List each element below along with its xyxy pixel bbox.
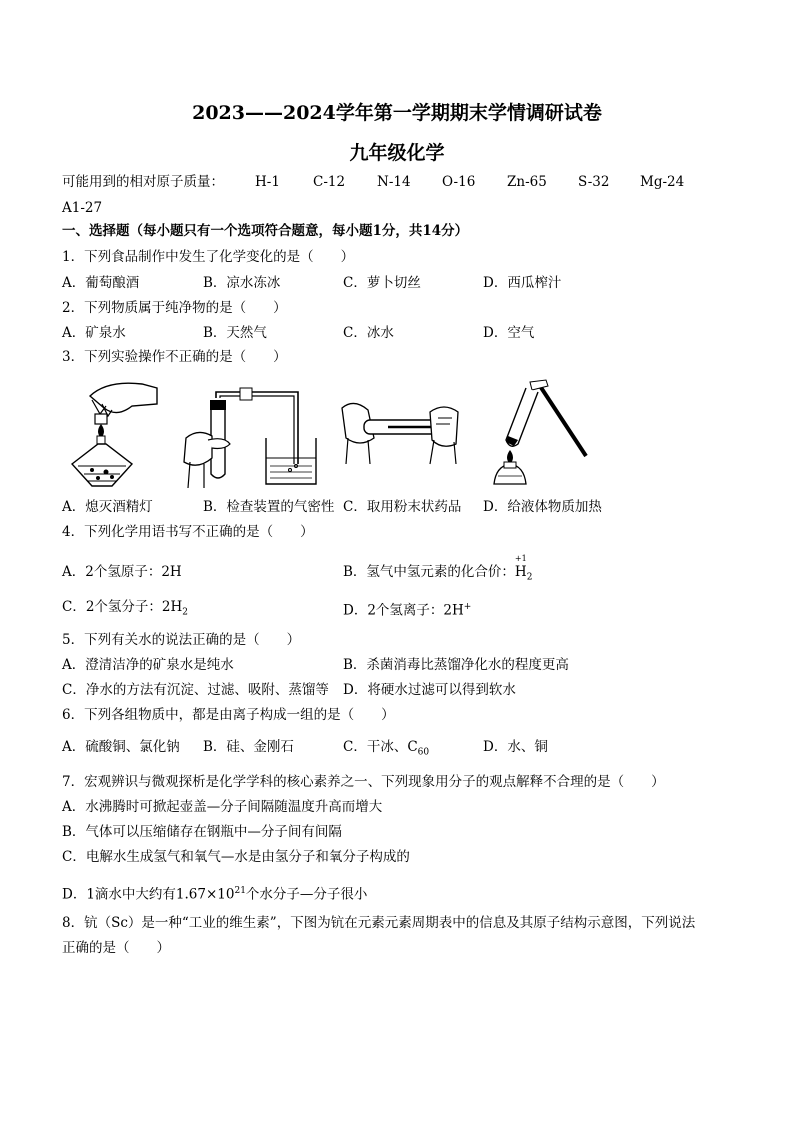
q8-stem-line2: 正确的是（ ）: [62, 940, 170, 956]
q4-option-b-text: B．氢气中氢元素的化合价：: [343, 564, 515, 580]
q7-option-d-pre: D．1滴水中大约有1.67×10: [62, 886, 235, 903]
q2-stem: 2．下列物质属于纯净物的是（ ）: [62, 300, 287, 316]
q3-stem: 3．下列实验操作不正确的是（ ）: [62, 349, 287, 365]
q5-option-a: A．澄清洁净的矿泉水是纯水: [62, 657, 234, 673]
atomic-mass-o: O-16: [442, 174, 476, 190]
q3-option-c: C．取用粉末状药品: [343, 499, 462, 515]
figure-b-airtightness-check: [178, 378, 318, 490]
exam-title: 2023——2024学年第一学期期末学情调研试卷: [192, 102, 602, 124]
q5-option-b: B．杀菌消毒比蒸馏净化水的程度更高: [343, 657, 569, 673]
atomic-mass-line: [62, 173, 224, 191]
q6-option-c: [343, 738, 429, 762]
figure-a-alcohol-lamp: [62, 378, 172, 490]
q7-option-d: [62, 882, 367, 904]
q6-option-b: B．硅、金刚石: [203, 739, 294, 755]
q2-option-d: D．空气: [483, 325, 535, 341]
atomic-mass-n: N-14: [377, 174, 411, 190]
atomic-mass-al: A1-27: [62, 200, 103, 216]
q1-option-c: C．萝卜切丝: [343, 275, 421, 291]
q3-option-d: D．给液体物质加热: [483, 499, 602, 515]
q5-option-c: C．净水的方法有沉淀、过滤、吸附、蒸馏等: [62, 682, 329, 698]
q6-option-d: D．水、铜: [483, 739, 548, 755]
atomic-mass-c: C-12: [313, 174, 346, 190]
atomic-mass-label: 可能用到的相对原子质量：: [62, 174, 224, 190]
q1-option-b: B．凉水冻冰: [203, 275, 281, 291]
q7-option-a: A．水沸腾时可掀起壶盖—分子间隔随温度升高而增大: [62, 799, 383, 815]
q7-option-d-post: 个水分子—分子很小: [245, 886, 368, 903]
q7-stem: 7．宏观辨识与微观探析是化学学科的核心素养之一、下列现象用分子的观点解释不合理的是（ ）: [62, 774, 665, 790]
q4-option-d: [343, 598, 471, 620]
q5-option-d: D．将硬水过滤可以得到软水: [343, 682, 516, 698]
q4-option-c-sub: 2: [182, 607, 189, 618]
q4-option-c: [62, 598, 188, 622]
q4-option-b-sub: 2: [526, 572, 533, 583]
q7-option-b: B．气体可以压缩储存在钢瓶中—分子间有间隔: [62, 824, 342, 840]
q2-option-c: C．冰水: [343, 325, 394, 341]
q7-option-d-sup: 21: [234, 886, 246, 896]
exam-subtitle: 九年级化学: [349, 142, 445, 164]
q1-stem: 1．下列食品制作中发生了化学变化的是（ ）: [62, 249, 355, 265]
q4-option-a: A．2个氢原子：2H: [62, 564, 182, 580]
q7-option-c: C．电解水生成氢气和氧气—水是由氢分子和氧分子构成的: [62, 849, 410, 865]
q6-stem: 6．下列各组物质中，都是由离子构成一组的是（ ）: [62, 707, 395, 723]
q4-option-d-text: D．2个氢离子：2H: [343, 602, 464, 619]
q4-option-c-text: C．2个氢分子：2H: [62, 599, 183, 615]
atomic-mass-h: H-1: [255, 174, 280, 190]
q4-option-d-sup: +: [463, 602, 472, 612]
q2-option-b: B．天然气: [203, 325, 267, 341]
q6-option-c-text: C．干冰、C: [343, 739, 418, 755]
q3-option-a: A．熄灭酒精灯: [62, 499, 153, 515]
q4-option-b-formula: H: [514, 564, 527, 580]
q8-stem-line1: 8．钪（Sc）是一种“工业的维生素”，下图为钪在元素元素周期表中的信息及其原子结构示意图，下列说法: [62, 915, 696, 931]
q4-option-b-valence: +1: [514, 554, 527, 563]
figure-c-powder-sampling: [334, 378, 464, 490]
atomic-mass-s: S-32: [578, 174, 610, 190]
q4-stem: 4．下列化学用语书写不正确的是（ ）: [62, 524, 314, 540]
section-1-heading: 一、选择题（每小题只有一个选项符合题意，每小题1分，共14分）: [62, 223, 469, 239]
q5-stem: 5．下列有关水的说法正确的是（ ）: [62, 632, 301, 648]
q6-option-c-sub: 60: [417, 747, 430, 758]
q6-option-a: A．硫酸铜、氯化钠: [62, 739, 180, 755]
atomic-mass-zn: Zn-65: [507, 174, 547, 190]
q1-option-a: A．葡萄酿酒: [62, 275, 140, 291]
atomic-mass-mg: Mg-24: [640, 174, 685, 190]
q3-option-b: B．检查装置的气密性: [203, 499, 335, 515]
q4-option-b: [343, 554, 533, 587]
q2-option-a: A．矿泉水: [62, 325, 126, 341]
figure-d-heating-liquid: [486, 378, 596, 490]
q1-option-d: D．西瓜榨汁: [483, 275, 562, 291]
